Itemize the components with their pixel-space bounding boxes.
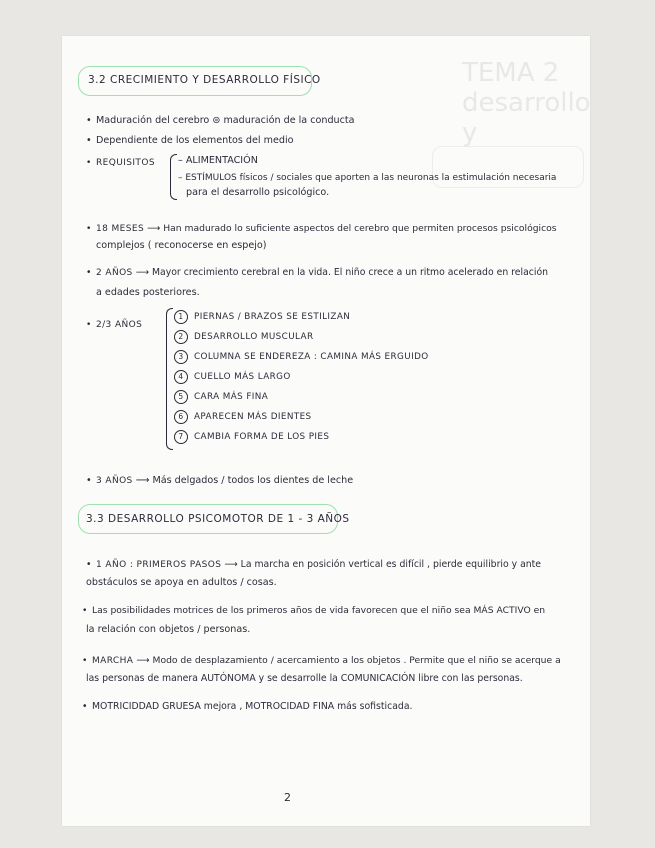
list-item: 5 CARA MÁS FINA <box>174 390 268 404</box>
bullet-marcha: • MARCHA ⟶ Modo de desplazamiento / acercamiento a los objetos . Permite que el niño se acerque a <box>82 655 561 666</box>
list-brace <box>166 308 173 450</box>
bullet-maduracion: • Maduración del cerebro ⊜ maduración de la conducta <box>86 115 355 126</box>
requisito-alimentacion: – ALIMENTACIÓN <box>178 155 258 166</box>
bullet-motricidad: • MOTRICIDDAD GRUESA mejora , MOTROCIDAD FINA más sofisticada. <box>82 701 413 712</box>
list-item: 7 CAMBIA FORMA DE LOS PIES <box>174 430 329 444</box>
bullet-3-anos: • 3 AÑOS ⟶ Más delgados / todos los dientes de leche <box>86 475 354 486</box>
requisito-estimulos-cont: para el desarrollo psicológico. <box>186 187 330 198</box>
list-item: 6 APARECEN MÁS DIENTES <box>174 410 312 424</box>
bullet-2-anos-cont: a edades posteriores. <box>96 287 200 298</box>
bullet-posibilidades: • Las posibilidades motrices de los primeros años de vida favorecen que el niño sea MÁS ACTIVO en <box>82 605 546 616</box>
bullet-18-meses-cont: complejos ( reconocerse en espejo) <box>96 240 267 251</box>
bleed-through-heading: TEMA 2 desarrollo y <box>462 58 591 148</box>
requisitos-brace <box>170 154 177 200</box>
list-item: 3 COLUMNA SE ENDEREZA : CAMINA MÁS ERGUIDO <box>174 350 429 364</box>
bullet-18-meses: • 18 MESES ⟶ Han madurado lo suficiente aspectos del cerebro que permiten procesos psicológicos <box>86 223 557 234</box>
bullet-posibilidades-cont: la relación con objetos / personas. <box>86 624 251 635</box>
requisitos-label: • REQUISITOS <box>86 158 155 168</box>
bullet-2-3-anos: • 2/3 AÑOS <box>86 320 143 330</box>
page-number: 2 <box>284 791 291 804</box>
section-title-2: 3.3 DESARROLLO PSICOMOTOR DE 1 - 3 AÑOS <box>86 513 350 525</box>
bullet-dependiente: • Dependiente de los elementos del medio <box>86 135 294 146</box>
bullet-marcha-cont: las personas de manera AUTÓNOMA y se desarrolle la COMUNICACIÓN libre con las personas. <box>86 673 523 684</box>
list-item: 4 CUELLO MÁS LARGO <box>174 370 291 384</box>
bullet-1-ano: • 1 AÑO : PRIMEROS PASOS ⟶ La marcha en posición vertical es difícil , pierde equilibrio y ante <box>86 559 542 570</box>
bullet-1-ano-cont: obstáculos se apoya en adultos / cosas. <box>86 577 277 588</box>
bullet-2-anos: • 2 AÑOS ⟶ Mayor crecimiento cerebral en la vida. El niño crece a un ritmo acelerado en relación <box>86 267 549 278</box>
requisito-estimulos: – ESTÍMULOS físicos / sociales que aporten a las neuronas la estimulación necesaria <box>178 173 557 183</box>
notebook-page <box>62 36 590 826</box>
list-item: 2 DESARROLLO MUSCULAR <box>174 330 313 344</box>
list-item: 1 PIERNAS / BRAZOS SE ESTILIZAN <box>174 310 350 324</box>
section-title: 3.2 CRECIMIENTO Y DESARROLLO FÍSICO <box>88 74 321 86</box>
